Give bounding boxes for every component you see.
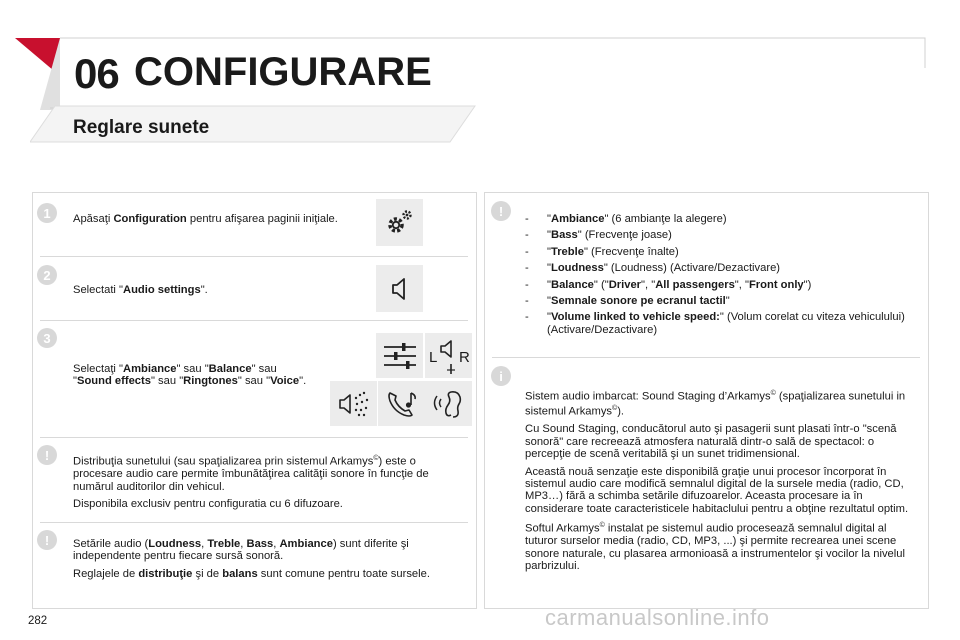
step-2-text: Selectati "Audio settings". [73, 284, 208, 296]
warning-1-text: Distribuţia sunetului (sau spaţializarea prin sistemul Arkamys©) este o procesare audio care permite îmbunătăţirea calităţii sonore în funcţie de numărul auditorilor din vehicul. Disponibila exclusiv pentru configuratia cu 6 difuzoare. [73, 455, 429, 510]
warning-2-text: Setările audio (Loudness, Treble, Bass, Ambiance) sunt diferite şi independente pentru fiecare sursă sonoră. Reglajele de distribuţie şi de balans sunt comune pentru toate sursele. [73, 538, 430, 580]
settings-gears-icon [382, 205, 418, 241]
warning-1-badge: ! [37, 445, 57, 465]
option-treble: - "Treble" (Frecvenţe înalte) [525, 245, 679, 258]
ringtones-button[interactable] [378, 381, 425, 426]
ambiance-button[interactable] [376, 333, 423, 378]
option-ambiance: - "Ambiance" (6 ambianţe la alegere) [525, 213, 727, 225]
divider [40, 256, 468, 257]
balance-left-label: L [429, 349, 438, 366]
info-badge: i [491, 366, 511, 386]
divider [492, 357, 920, 358]
chapter-title: CONFIGURARE [134, 50, 432, 94]
ringtone-phone-icon [384, 387, 420, 421]
divider [40, 320, 468, 321]
sound-effects-icon [336, 388, 372, 420]
option-loudness: - "Loudness" (Loudness) (Activare/Dezactivare) [525, 262, 781, 275]
sound-effects-button[interactable] [330, 381, 377, 426]
balance-right-label: R [459, 349, 470, 366]
option-bass: - "Bass" (Frecvenţe joase) [525, 229, 672, 242]
balance-button[interactable] [425, 333, 472, 378]
warning-2-badge: ! [37, 530, 57, 550]
page-number: 282 [28, 615, 48, 627]
step-1-badge: 1 [37, 203, 57, 223]
audio-settings-button[interactable] [376, 265, 423, 312]
info-text: Sistem audio imbarcat: Sound Staging d’Arkamys© (spaţializarea sunetului in sistemul Arkamys©). Cu Sound Staging, conducătorul auto şi pasagerii sunt plasati într-o "scenă sonoră" care recreează atmosfera naturală dintr-o sală de spectacol: o percepţie de scenă veritabilă şi un sunet tridimensional. Această nouă senzaţie este disponibilă graţie unui procesor încorporat în sistemul audio care modifică semnalul digital de la sursele media (radio, CD, MP3…) fără a schimba setările difuzoarelor. Aceasta procesare ia în considerare toate caracteristicele habitaclului pentru a obţine rezultatul optim. Softul Arkamys© instalat pe sistemul audio procesează semnalul digital al tuturor surselor media (radio, CD, MP3, ...) şi permite recrearea unei scene sonore naturale, cu plasarea armonioasă a instrumentelor şi vocilor la nivelul parbrizului. [525, 390, 909, 573]
voice-button[interactable] [425, 381, 472, 426]
step-2-badge: 2 [37, 265, 57, 285]
chapter-number: 06 [74, 50, 119, 97]
configuration-button[interactable] [376, 199, 423, 246]
step-3-text: Selectaţi "Ambiance" sau "Balance" sau "Sound effects" sau "Ringtones" sau "Voice". [73, 363, 307, 388]
option-volume-speed: - "Volume linked to vehicle speed:" (Volum corelat cu viteza vehiculului) (Activare/Dezactivare) [525, 311, 905, 336]
voice-icon [431, 387, 467, 421]
divider [40, 522, 468, 523]
speaker-icon [385, 274, 415, 304]
option-touch-sounds: - "Semnale sonore pe ecranul tactil" [525, 295, 730, 308]
options-list [525, 213, 920, 340]
equalizer-icon [382, 340, 418, 372]
step-1-text: Apăsaţi Configuration pentru afişarea paginii iniţiale. [73, 213, 338, 225]
divider [40, 437, 468, 438]
section-title: Reglare sunete [73, 117, 210, 138]
step-3-badge: 3 [37, 328, 57, 348]
option-balance: - "Balance" ("Driver", "All passengers", "Front only") [525, 278, 812, 291]
right-warning-badge: ! [491, 201, 511, 221]
watermark: carmanualsonline.info [545, 605, 770, 630]
